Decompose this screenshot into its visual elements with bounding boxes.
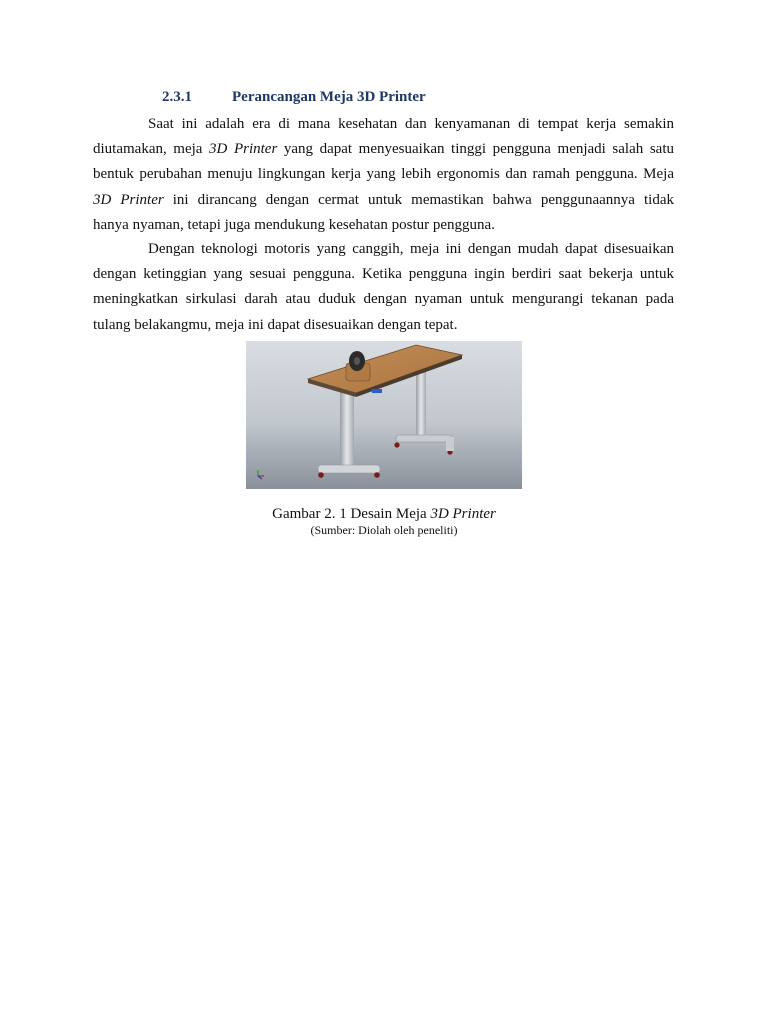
- section-title: Perancangan Meja 3D Printer: [232, 89, 426, 105]
- text-line: [93, 112, 674, 137]
- paragraph-1: [93, 112, 674, 238]
- paragraph-2: [93, 237, 674, 338]
- text-run: tulang belakangmu, meja ini dapat disesuaikan dengan tepat.: [93, 316, 458, 333]
- text-line: [93, 213, 674, 238]
- text-line: [93, 262, 674, 287]
- text-run: ini dirancang dengan cermat untuk memastikan bahwa penggunaannya tidak: [163, 191, 674, 208]
- text-run: yang dapat menyesuaikan tinggi pengguna menjadi salah satu: [277, 141, 674, 158]
- text-run: dengan ketinggian yang sesuai pengguna. Ketika pengguna ingin berdiri saat bekerja untuk: [93, 266, 674, 283]
- section-heading: [162, 89, 426, 106]
- caption-prefix: Gambar 2. 1 Desain Meja: [272, 506, 431, 522]
- text-line: [93, 137, 674, 162]
- caption-italic: 3D Printer: [430, 506, 496, 522]
- text-run: hanya nyaman, tetapi juga mendukung kesehatan postur pengguna.: [93, 216, 495, 233]
- text-line: [93, 237, 674, 262]
- figure-3d-printer-table: [246, 341, 522, 489]
- text-line: [93, 162, 674, 187]
- section-number: 2.3.1: [162, 89, 192, 105]
- text-line: [93, 188, 674, 213]
- text-run: meningkatkan sirkulasi darah atau duduk dengan nyaman untuk mengurangi tekanan pada: [93, 291, 674, 308]
- italic-term: 3D Printer: [93, 191, 164, 208]
- text-run: bentuk perubahan menuju lingkungan kerja yang lebih ergonomis dan ramah pengguna. Meja: [93, 166, 674, 183]
- text-run: Saat ini adalah era di mana kesehatan dan kenyamanan di tempat kerja semakin: [148, 116, 674, 132]
- figure-caption: [0, 506, 768, 523]
- figure-source: (Sumber: Diolah oleh peneliti): [310, 523, 458, 537]
- italic-term: 3D Printer: [209, 141, 278, 158]
- text-run: diutamakan, meja: [93, 141, 210, 158]
- table-render-image: [246, 341, 522, 489]
- text-run: Dengan teknologi motoris yang canggih, meja ini dengan mudah dapat disesuaikan: [148, 241, 674, 257]
- text-line: [93, 313, 674, 338]
- text-line: [93, 287, 674, 312]
